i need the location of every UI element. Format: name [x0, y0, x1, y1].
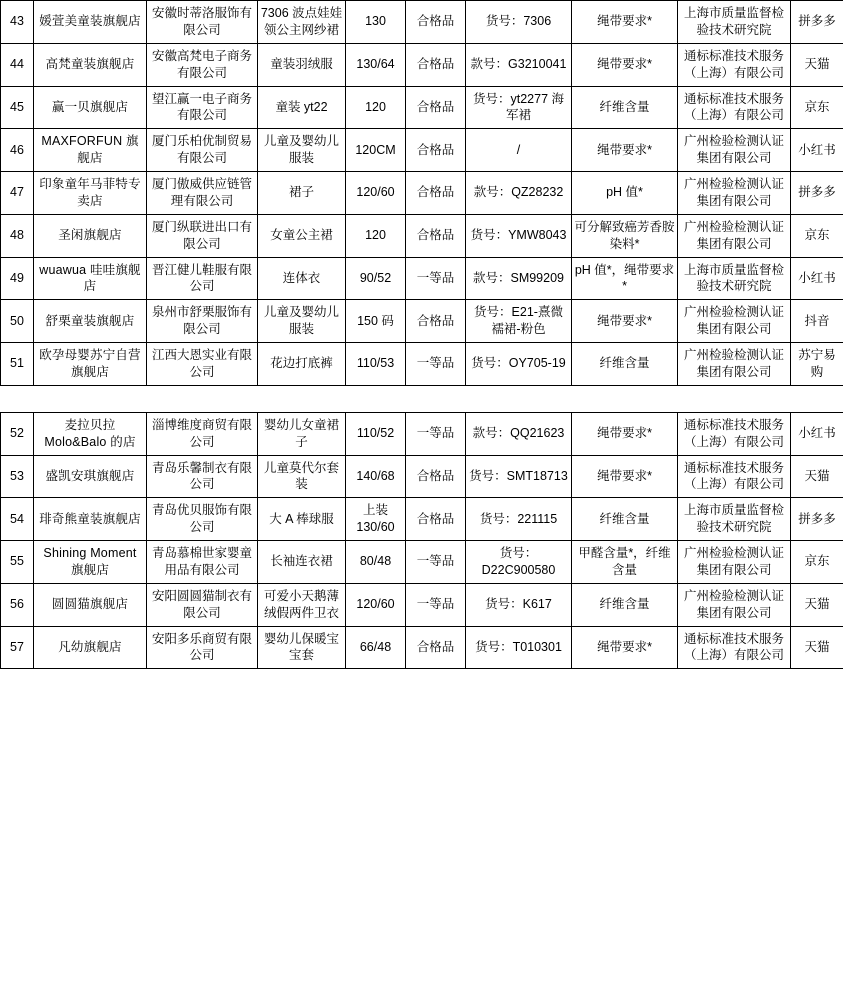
- cell-company: 安阳多乐商贸有限公司: [147, 626, 258, 669]
- cell-code: 货号：T010301: [466, 626, 572, 669]
- table-row: [1, 498, 843, 541]
- cell-shop: 赢一贝旗舰店: [34, 86, 147, 129]
- cell-grade: 合格品: [406, 86, 466, 129]
- cell-no: 44: [1, 43, 34, 86]
- cell-product: 婴幼儿女童裙子: [258, 412, 346, 455]
- cell-agency: 广州检验检测认证集团有限公司: [678, 172, 791, 215]
- cell-shop: 圣闲旗舰店: [34, 214, 147, 257]
- cell-issue: 绳带要求*: [572, 1, 678, 44]
- cell-no: 49: [1, 257, 34, 300]
- cell-shop: 印象童年马菲特专卖店: [34, 172, 147, 215]
- cell-issue: 绳带要求*: [572, 43, 678, 86]
- cell-no: 51: [1, 343, 34, 386]
- cell-agency: 广州检验检测认证集团有限公司: [678, 541, 791, 584]
- cell-code: /: [466, 129, 572, 172]
- cell-code: 货号：E21-熹微襦裙-粉色: [466, 300, 572, 343]
- cell-product: 婴幼儿保暖宝宝套: [258, 626, 346, 669]
- cell-grade: 一等品: [406, 541, 466, 584]
- cell-product: 大 A 棒球服: [258, 498, 346, 541]
- table-row: [1, 257, 843, 300]
- cell-agency: 上海市质量监督检验技术研究院: [678, 498, 791, 541]
- cell-agency: 通标标准技术服务（上海）有限公司: [678, 412, 791, 455]
- cell-grade: 合格品: [406, 498, 466, 541]
- cell-platform: 天猫: [791, 455, 843, 498]
- cell-shop: 高梵童装旗舰店: [34, 43, 147, 86]
- cell-code: 货号：YMW8043: [466, 214, 572, 257]
- cell-no: 57: [1, 626, 34, 669]
- cell-agency: 广州检验检测认证集团有限公司: [678, 129, 791, 172]
- cell-no: 43: [1, 1, 34, 44]
- cell-no: 53: [1, 455, 34, 498]
- cell-code: 货号：SMT18713: [466, 455, 572, 498]
- cell-spec: 120: [346, 214, 406, 257]
- cell-grade: 合格品: [406, 172, 466, 215]
- cell-code: 款号：QQ21623: [466, 412, 572, 455]
- cell-spec: 66/48: [346, 626, 406, 669]
- table-row: [1, 214, 843, 257]
- cell-company: 江西大恩实业有限公司: [147, 343, 258, 386]
- cell-code: 货号：K617: [466, 583, 572, 626]
- cell-code: 款号：QZ28232: [466, 172, 572, 215]
- cell-grade: 合格品: [406, 300, 466, 343]
- cell-platform: 苏宁易购: [791, 343, 843, 386]
- cell-platform: 天猫: [791, 583, 843, 626]
- cell-shop: 凡幼旗舰店: [34, 626, 147, 669]
- cell-spec: 120/60: [346, 172, 406, 215]
- cell-shop: MAXFORFUN 旗舰店: [34, 129, 147, 172]
- cell-issue: 纤维含量: [572, 343, 678, 386]
- cell-company: 安阳圆圆猫制衣有限公司: [147, 583, 258, 626]
- cell-spec: 120CM: [346, 129, 406, 172]
- cell-no: 55: [1, 541, 34, 584]
- cell-grade: 合格品: [406, 455, 466, 498]
- cell-spec: 80/48: [346, 541, 406, 584]
- cell-no: 46: [1, 129, 34, 172]
- cell-issue: 绳带要求*: [572, 129, 678, 172]
- cell-spec: 上装130/60: [346, 498, 406, 541]
- cell-spec: 90/52: [346, 257, 406, 300]
- cell-company: 青岛乐馨制衣有限公司: [147, 455, 258, 498]
- cell-issue: 绳带要求*: [572, 626, 678, 669]
- cell-grade: 一等品: [406, 583, 466, 626]
- cell-product: 女童公主裙: [258, 214, 346, 257]
- cell-product: 儿童莫代尔套装: [258, 455, 346, 498]
- cell-platform: 京东: [791, 214, 843, 257]
- cell-spec: 130/64: [346, 43, 406, 86]
- cell-agency: 通标标准技术服务（上海）有限公司: [678, 43, 791, 86]
- cell-no: 56: [1, 583, 34, 626]
- cell-platform: 拼多多: [791, 1, 843, 44]
- table-row: [1, 43, 843, 86]
- cell-issue: 绳带要求*: [572, 300, 678, 343]
- cell-agency: 通标标准技术服务（上海）有限公司: [678, 626, 791, 669]
- cell-code: 款号：G3210041: [466, 43, 572, 86]
- cell-company: 安徽高梵电子商务有限公司: [147, 43, 258, 86]
- table-row: [1, 343, 843, 386]
- cell-code: 货号：yt2277 海军裙: [466, 86, 572, 129]
- cell-platform: 京东: [791, 541, 843, 584]
- cell-grade: 一等品: [406, 257, 466, 300]
- cell-agency: 通标标准技术服务（上海）有限公司: [678, 86, 791, 129]
- cell-grade: 一等品: [406, 412, 466, 455]
- cell-issue: 绳带要求*: [572, 455, 678, 498]
- cell-spec: 150 码: [346, 300, 406, 343]
- table-body-bottom: [1, 412, 843, 669]
- cell-grade: 合格品: [406, 214, 466, 257]
- cell-issue: 纤维含量: [572, 498, 678, 541]
- table-row: [1, 300, 843, 343]
- cell-agency: 广州检验检测认证集团有限公司: [678, 300, 791, 343]
- cell-agency: 上海市质量监督检验技术研究院: [678, 257, 791, 300]
- cell-product: 7306 波点娃娃领公主网纱裙: [258, 1, 346, 44]
- cell-shop: Shining Moment 旗舰店: [34, 541, 147, 584]
- cell-company: 青岛优贝服饰有限公司: [147, 498, 258, 541]
- cell-grade: 合格品: [406, 1, 466, 44]
- cell-code: 货号：221115: [466, 498, 572, 541]
- cell-spec: 120: [346, 86, 406, 129]
- cell-issue: 甲醛含量*，纤维含量: [572, 541, 678, 584]
- cell-shop: 麦拉贝拉 Molo&Balo 的店: [34, 412, 147, 455]
- cell-product: 童装 yt22: [258, 86, 346, 129]
- cell-agency: 广州检验检测认证集团有限公司: [678, 343, 791, 386]
- cell-code: 货号：OY705-19: [466, 343, 572, 386]
- cell-company: 青岛慕棉世家婴童用品有限公司: [147, 541, 258, 584]
- cell-no: 45: [1, 86, 34, 129]
- cell-company: 淄博维度商贸有限公司: [147, 412, 258, 455]
- cell-product: 可爱小天鹅薄绒假两件卫衣: [258, 583, 346, 626]
- cell-platform: 京东: [791, 86, 843, 129]
- qc-table-bottom: [0, 412, 843, 670]
- cell-company: 晋江健儿鞋服有限公司: [147, 257, 258, 300]
- cell-spec: 120/60: [346, 583, 406, 626]
- cell-product: 连体衣: [258, 257, 346, 300]
- cell-agency: 广州检验检测认证集团有限公司: [678, 214, 791, 257]
- cell-platform: 拼多多: [791, 172, 843, 215]
- cell-platform: 小红书: [791, 257, 843, 300]
- cell-shop: 盛凯安琪旗舰店: [34, 455, 147, 498]
- cell-spec: 130: [346, 1, 406, 44]
- cell-grade: 合格品: [406, 129, 466, 172]
- cell-shop: 媛萱美童装旗舰店: [34, 1, 147, 44]
- cell-issue: 纤维含量: [572, 583, 678, 626]
- table-row: [1, 1, 843, 44]
- cell-spec: 140/68: [346, 455, 406, 498]
- table-row: [1, 412, 843, 455]
- cell-agency: 广州检验检测认证集团有限公司: [678, 583, 791, 626]
- cell-no: 47: [1, 172, 34, 215]
- cell-spec: 110/53: [346, 343, 406, 386]
- cell-code: 款号：SM99209: [466, 257, 572, 300]
- cell-shop: 琲奇熊童装旗舰店: [34, 498, 147, 541]
- cell-company: 安徽时蒂洛服饰有限公司: [147, 1, 258, 44]
- cell-code: 货号：7306: [466, 1, 572, 44]
- cell-issue: 绳带要求*: [572, 412, 678, 455]
- cell-grade: 一等品: [406, 343, 466, 386]
- cell-platform: 天猫: [791, 626, 843, 669]
- cell-grade: 合格品: [406, 626, 466, 669]
- cell-product: 长袖连衣裙: [258, 541, 346, 584]
- cell-spec: 110/52: [346, 412, 406, 455]
- cell-platform: 小红书: [791, 129, 843, 172]
- cell-shop: wuawua 哇哇旗舰店: [34, 257, 147, 300]
- qc-table-top: [0, 0, 843, 386]
- cell-platform: 天猫: [791, 43, 843, 86]
- cell-platform: 抖音: [791, 300, 843, 343]
- cell-no: 54: [1, 498, 34, 541]
- cell-no: 48: [1, 214, 34, 257]
- cell-no: 50: [1, 300, 34, 343]
- cell-issue: pH 值*，绳带要求*: [572, 257, 678, 300]
- cell-no: 52: [1, 412, 34, 455]
- table-row: [1, 129, 843, 172]
- cell-company: 望江赢一电子商务有限公司: [147, 86, 258, 129]
- cell-platform: 小红书: [791, 412, 843, 455]
- cell-agency: 通标标准技术服务（上海）有限公司: [678, 455, 791, 498]
- cell-issue: 可分解致癌芳香胺染料*: [572, 214, 678, 257]
- cell-product: 裙子: [258, 172, 346, 215]
- cell-platform: 拼多多: [791, 498, 843, 541]
- table-row: [1, 172, 843, 215]
- table-row: [1, 626, 843, 669]
- cell-shop: 舒栗童装旗舰店: [34, 300, 147, 343]
- cell-product: 儿童及婴幼儿服装: [258, 300, 346, 343]
- table-row: [1, 541, 843, 584]
- page-break-gap: [0, 386, 843, 412]
- table-row: [1, 455, 843, 498]
- cell-company: 泉州市舒栗服饰有限公司: [147, 300, 258, 343]
- table-body-top: [1, 1, 843, 386]
- table-row: [1, 86, 843, 129]
- cell-company: 厦门乐柏优制贸易有限公司: [147, 129, 258, 172]
- cell-issue: 纤维含量: [572, 86, 678, 129]
- cell-issue: pH 值*: [572, 172, 678, 215]
- table-row: [1, 583, 843, 626]
- cell-shop: 圆圆猫旗舰店: [34, 583, 147, 626]
- cell-company: 厦门傲威供应链管理有限公司: [147, 172, 258, 215]
- cell-company: 厦门纵联进出口有限公司: [147, 214, 258, 257]
- cell-agency: 上海市质量监督检验技术研究院: [678, 1, 791, 44]
- cell-product: 儿童及婴幼儿服装: [258, 129, 346, 172]
- cell-shop: 欧孕母婴苏宁自营旗舰店: [34, 343, 147, 386]
- cell-product: 花边打底裤: [258, 343, 346, 386]
- cell-grade: 合格品: [406, 43, 466, 86]
- cell-product: 童装羽绒服: [258, 43, 346, 86]
- cell-code: 货号：D22C900580: [466, 541, 572, 584]
